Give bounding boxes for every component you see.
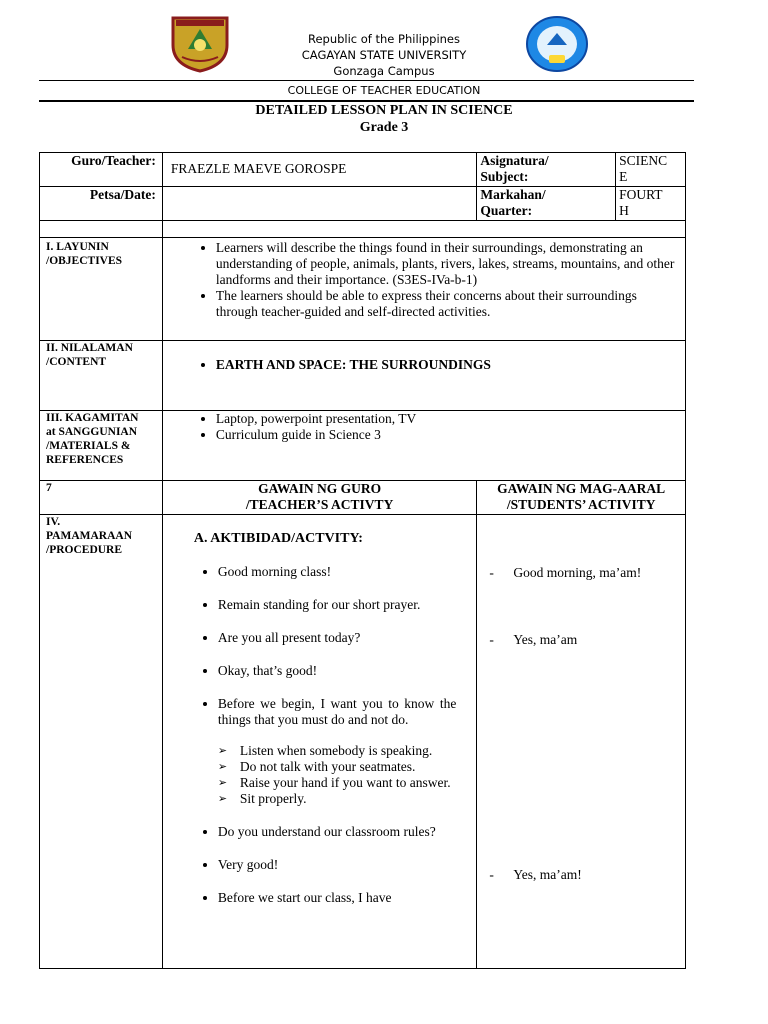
college-name: COLLEGE OF TEACHER EDUCATION [287,84,481,97]
rule-item: ➢ Sit properly. [218,791,456,807]
content-label: II. NILALAMAN /CONTENT [40,341,163,411]
date-value [162,187,476,221]
spacer-row [40,221,686,238]
grade-level: Grade 3 [359,120,409,135]
campus-name: Gonzaga Campus [333,64,435,78]
university-name: CAGAYAN STATE UNIVERSITY [301,48,467,62]
lesson-plan-table [39,152,686,969]
materials-row [40,411,686,481]
rule-item: ➢ Do not talk with your seatmates. [218,759,456,775]
teacher-line: • Do you understand our classroom rules? [218,824,456,840]
teacher-value: FRAEZLE MAEVE GOROSPE [162,153,476,187]
header-rule [39,80,694,81]
student-response: - Yes, ma’am [513,632,577,648]
quarter-label: Markahan/ Quarter: [477,187,616,221]
classroom-rules-list [194,743,456,807]
teacher-activity-cell [162,515,476,969]
material-item: • Curriculum guide in Science 3 [216,427,682,443]
student-activity-heading: GAWAIN NG MAG-AARAL /STUDENTS’ ACTIVITY [477,481,686,515]
content-body [162,341,685,411]
row-number: 7 [40,481,163,515]
teacher-line: • Are you all present today? [218,630,456,646]
teacher-line: • Before we begin, I want you to know the things that you must do and not do. [218,696,456,728]
teacher-line: • Remain standing for our short prayer. [218,597,456,613]
subject-value: SCIENC E [616,153,686,187]
objective-item: • The learners should be able to express their concerns about their surroundings through teacher-guided and self-directed activities. [216,288,682,320]
procedure-row [40,515,686,969]
date-label: Petsa/Date: [40,187,163,221]
objectives-label: I. LAYUNIN /OBJECTIVES [40,238,163,341]
material-item: • Laptop, powerpoint presentation, TV [216,411,682,427]
student-activity-cell [477,515,686,969]
quarter-value: FOURT H [616,187,686,221]
document-title [0,102,768,136]
teacher-activity-list [166,564,456,728]
rule-item: ➢ Listen when somebody is speaking. [218,743,456,759]
document-header [0,0,768,140]
activity-heading: A. AKTIBIDAD/ACTVITY: [193,531,363,546]
objective-item: • Learners will describe the things found in their surroundings, demonstrating an understanding of people, animals, plants, rivers, lakes, streams, mountains, and other landforms and their importance. (S3ES-IVa-b-1) [216,240,682,288]
objectives-content [162,238,685,341]
materials-label: III. KAGAMITAN at SANGGUNIAN /MATERIALS & REFERENCES [40,411,163,481]
college-seal-icon [525,15,589,73]
subject-label: Asignatura/ Subject: [477,153,616,187]
rule-item: ➢ Raise your hand if you want to answer. [218,775,456,791]
objectives-list [166,240,682,320]
activity-header-row [40,481,686,515]
procedure-label: IV. PAMAMARAAN /PROCEDURE [40,515,163,969]
content-row [40,341,686,411]
content-topic: • EARTH AND SPACE: THE SURROUNDINGS [216,357,682,373]
student-response: - Yes, ma’am! [513,867,581,883]
teacher-line: • Good morning class! [218,564,456,580]
teacher-activity-heading: GAWAIN NG GURO /TEACHER’S ACTIVTY [162,481,476,515]
republic-line: Republic of the Philippines [307,32,461,46]
teacher-line: • Okay, that’s good! [218,663,456,679]
teacher-line: • Very good! [218,857,456,873]
objectives-row [40,238,686,341]
date-row [40,187,686,221]
teacher-label: Guro/Teacher: [40,153,163,187]
teacher-row [40,153,686,187]
teacher-activity-list-continued [166,824,456,906]
materials-content [162,411,685,481]
teacher-line: • Before we start our class, I have [218,890,456,906]
lesson-plan-title: DETAILED LESSON PLAN IN SCIENCE [255,103,513,118]
student-response: - Good morning, ma’am! [513,565,641,581]
